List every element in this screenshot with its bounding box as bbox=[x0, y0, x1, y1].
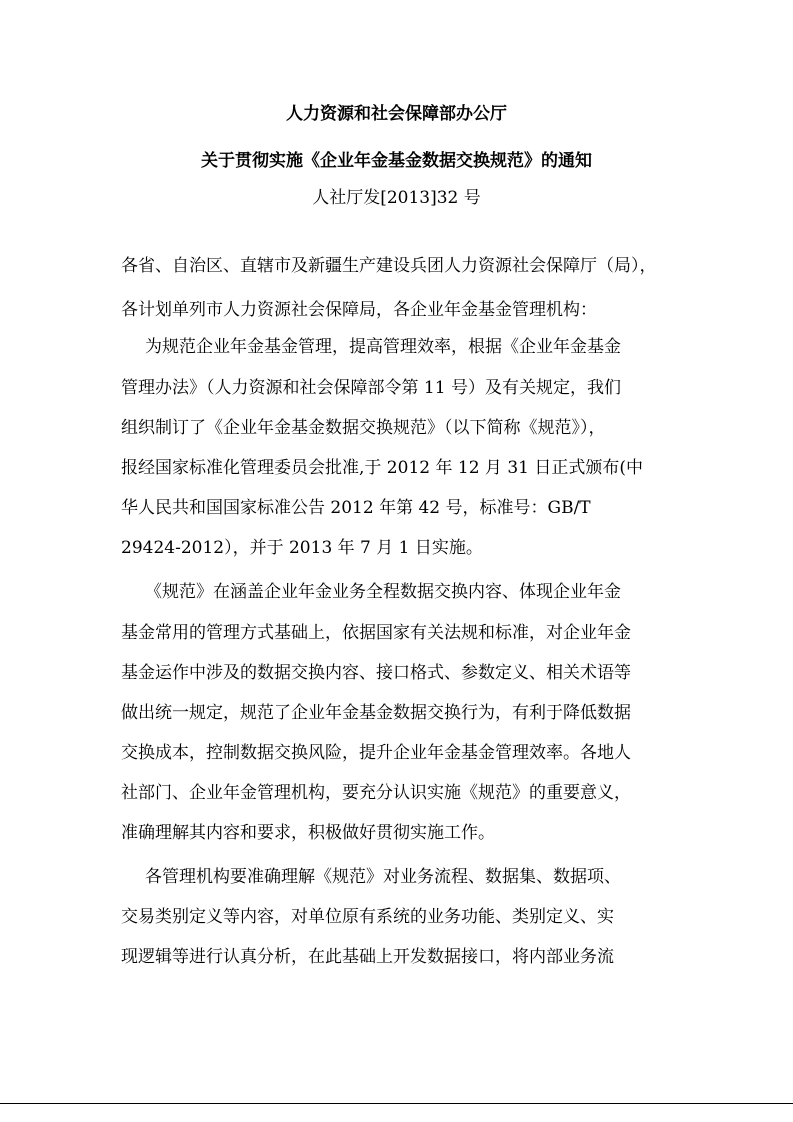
body-text-line: 管理办法》（人力资源和社会保障部令第 11 号）及有关规定，我们 bbox=[121, 378, 621, 398]
body-text-line: 组织制订了《企业年金基金数据交换规范》（以下简称《规范》）， bbox=[121, 418, 606, 438]
body-text-line: 交换成本，控制数据交换风险，提升企业年金基金管理效率。各地人 bbox=[121, 743, 631, 763]
body-text-line: 为规范企业年金基金管理，提高管理效率，根据《企业年金基金 bbox=[145, 337, 621, 357]
body-text-line: 现逻辑等进行认真分析，在此基础上开发数据接口，将内部业务流 bbox=[121, 947, 614, 967]
body-text-line: 29424-2012），并于 2013 年 7 月 1 日实施。 bbox=[121, 538, 483, 558]
body-text-line: 各省、自治区、直辖市及新疆生产建设兵团人力资源社会保障厅（局）， bbox=[121, 256, 657, 276]
body-text-line: 做出统一规定，规范了企业年金基金数据交换行为，有利于降低数据 bbox=[121, 703, 631, 723]
body-text-line: 各计划单列市人力资源社会保障局，各企业年金基金管理机构： bbox=[121, 300, 597, 320]
body-text-line: 报经国家标准化管理委员会批准,于 2012 年 12 月 31 日正式颁布(中 bbox=[121, 458, 643, 478]
body-text-line: 《规范》在涵盖企业年金业务全程数据交换内容、体现企业年金 bbox=[145, 582, 621, 602]
document-issuer-title: 人力资源和社会保障部办公厅 bbox=[286, 104, 507, 124]
document-subject-title: 关于贯彻实施《企业年金基金数据交换规范》的通知 bbox=[201, 151, 592, 171]
body-text-line: 准确理解其内容和要求，积极做好贯彻实施工作。 bbox=[121, 823, 495, 843]
body-text-line: 基金常用的管理方式基础上，依据国家有关法规和标准，对企业年金 bbox=[121, 623, 631, 643]
body-text-line: 华人民共和国国家标准公告 2012 年第 42 号，标准号：GB/T bbox=[121, 498, 591, 518]
body-text-line: 社部门、企业年金管理机构，要充分认识实施《规范》的重要意义， bbox=[121, 783, 631, 803]
body-text-line: 各管理机构要准确理解《规范》对业务流程、数据集、数据项、 bbox=[145, 867, 621, 887]
body-text-line: 交易类别定义等内容，对单位原有系统的业务功能、类别定义、实 bbox=[121, 907, 614, 927]
document-number: 人社厅发[2013]32 号 bbox=[312, 188, 481, 208]
body-text-line: 基金运作中涉及的数据交换内容、接口格式、参数定义、相关术语等 bbox=[121, 663, 631, 683]
page-bottom-rule bbox=[0, 1103, 793, 1104]
